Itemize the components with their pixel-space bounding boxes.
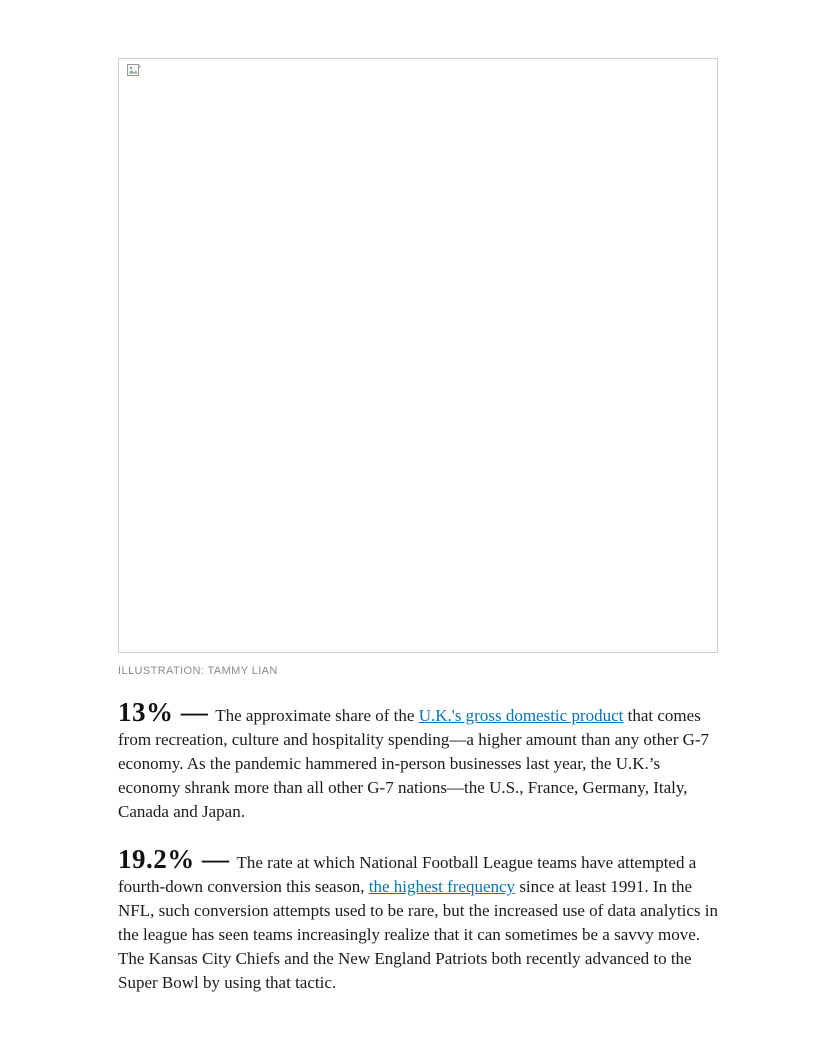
link-uk-gross-domestic-product[interactable]: U.K.'s gross domestic product bbox=[418, 706, 624, 725]
link-highest-frequency[interactable]: the highest frequency bbox=[368, 877, 516, 896]
paragraph-text: The approximate share of the bbox=[215, 706, 419, 725]
paragraph-text: since at least 1991. In the NFL, such conversion attempts used to be rare, but the increased use of data analytics in the league has seen teams increasingly realize that it can sometimes be a savvy move. The Kansas City Chiefs and the New England Patriots both recently advanced to the Super Bowl by using that tactic. bbox=[118, 877, 719, 992]
article-content bbox=[118, 58, 718, 995]
article-image-placeholder bbox=[118, 58, 718, 653]
broken-image-icon bbox=[127, 64, 141, 78]
paragraph-text: The rate at which National Football League teams have attempted a fourth-down conversion this season, bbox=[118, 853, 697, 896]
paragraph-text: that comes from recreation, culture and hospitality spending—a higher amount than any other G-7 economy. As the pandemic hammered in-person businesses last year, the U.K.’s economy shrank more than all other G-7 nations—the U.S., France, Germany, Italy, Canada and Japan. bbox=[118, 706, 710, 821]
stat-value: 19.2% — bbox=[118, 844, 230, 874]
article-figure bbox=[118, 58, 718, 677]
stat-paragraph-uk-gdp bbox=[118, 699, 718, 824]
image-credit: ILLUSTRATION: TAMMY LIAN bbox=[118, 665, 278, 677]
stat-value: 13% — bbox=[118, 697, 209, 727]
stat-paragraph-nfl-conversions bbox=[118, 846, 718, 995]
